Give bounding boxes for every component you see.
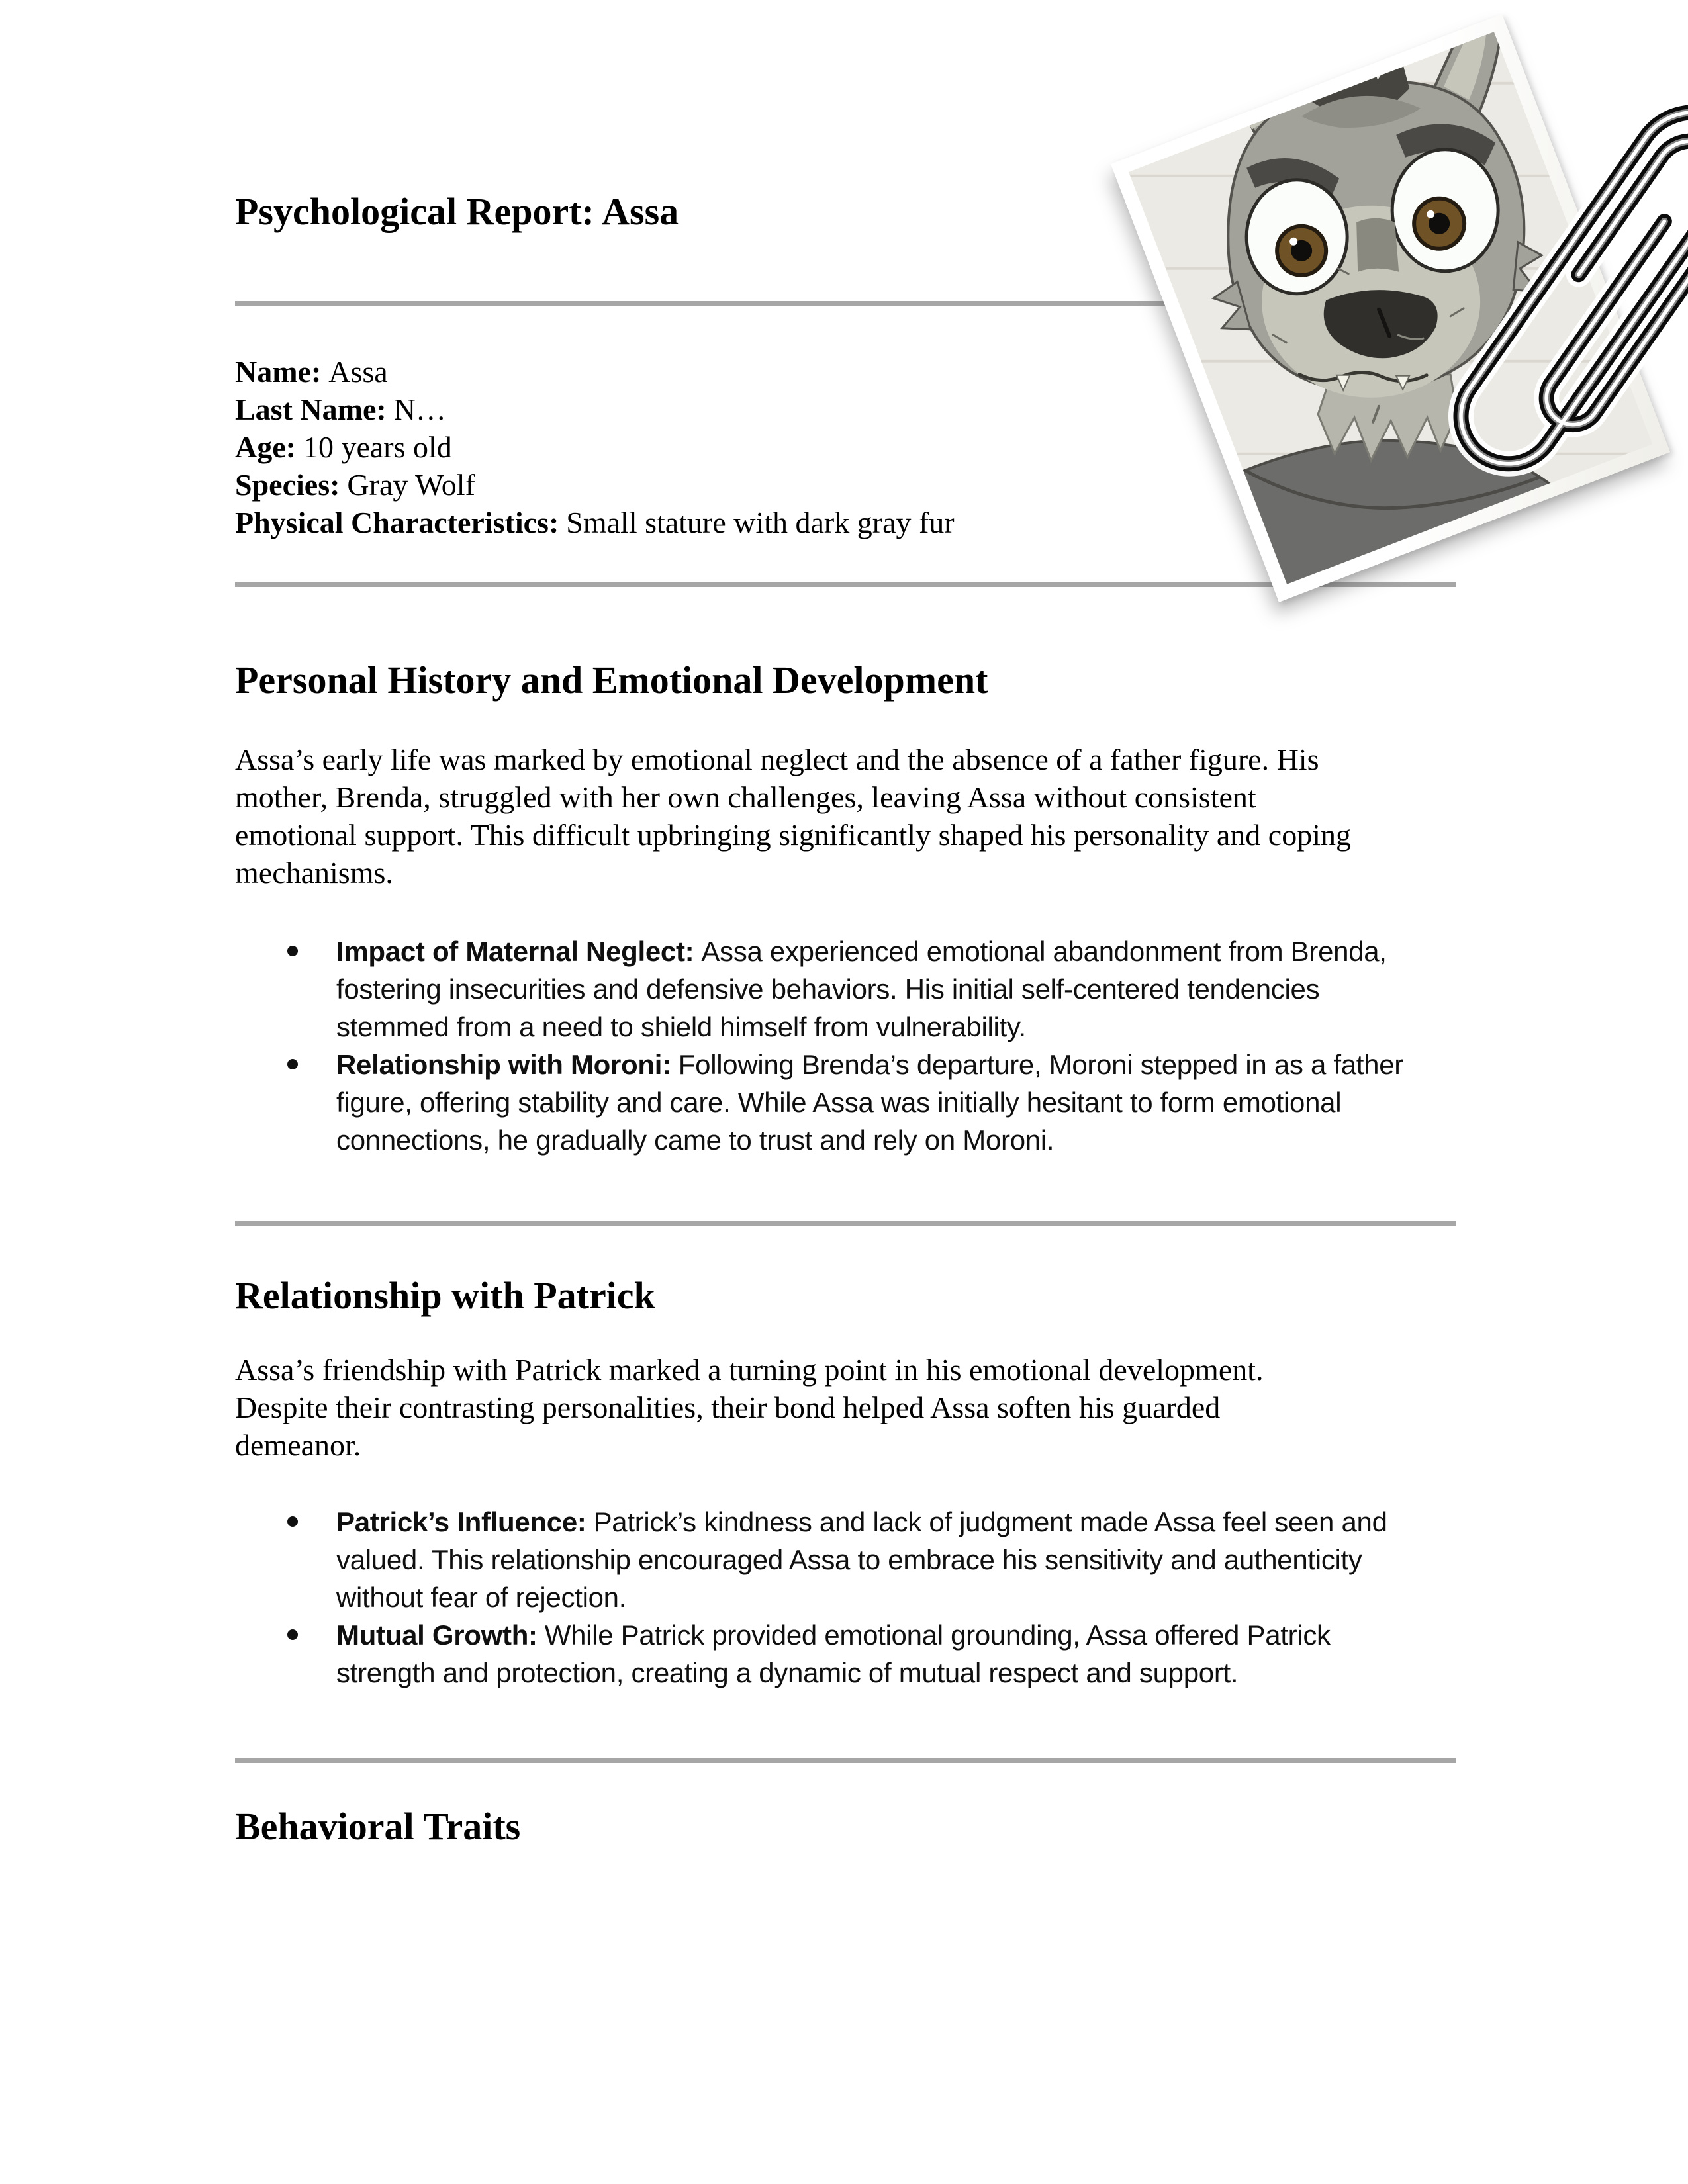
history-paragraph — [235, 741, 1351, 891]
field-value: Assa — [328, 355, 388, 388]
bullet-lead: Patrick’s Influence: — [336, 1506, 586, 1537]
list-item — [235, 1616, 1387, 1692]
bullet-lead: Impact of Maternal Neglect: — [336, 936, 694, 967]
text-line: strength and protection, creating a dynamic of mutual respect and support. — [336, 1657, 1239, 1688]
profile-field-name — [235, 353, 955, 390]
section-heading-behavioral: Behavioral Traits — [235, 1805, 521, 1848]
list-item — [235, 1503, 1387, 1616]
text-line: demeanor. — [235, 1428, 361, 1462]
field-label: Name: — [235, 355, 322, 388]
profile-field-list — [235, 353, 955, 541]
field-label: Age: — [235, 430, 296, 464]
section-heading-patrick: Relationship with Patrick — [235, 1274, 655, 1317]
field-value: 10 years old — [303, 430, 452, 464]
bullet-dot — [287, 1629, 298, 1640]
field-label: Last Name: — [235, 392, 387, 426]
text-line — [336, 1046, 1403, 1083]
field-value: Small stature with dark gray fur — [566, 506, 955, 539]
section-heading-history: Personal History and Emotional Development — [235, 659, 988, 702]
horizontal-rule — [235, 1221, 1456, 1226]
text-line: stemmed from a need to shield himself from vulnerability. — [336, 1011, 1026, 1042]
text-line: connections, he gradually came to trust and rely on Moroni. — [336, 1124, 1055, 1156]
profile-field-age — [235, 428, 955, 466]
text-line: mechanisms. — [235, 856, 393, 889]
text-line: Assa’s friendship with Patrick marked a turning point in his emotional development. — [235, 1353, 1264, 1387]
text-line: fostering insecurities and defensive behaviors. His initial self-centered tendencies — [336, 974, 1320, 1005]
bullet-dot — [287, 946, 298, 956]
field-value: Gray Wolf — [347, 468, 475, 502]
page-title: Psychological Report: Assa — [235, 190, 679, 233]
text-line: figure, offering stability and care. While Assa was initially hesitant to form emotional — [336, 1087, 1342, 1118]
text-line: mother, Brenda, struggled with her own challenges, leaving Assa without consistent — [235, 780, 1256, 814]
bullet-text: While Patrick provided emotional grounding, Assa offered Patrick — [544, 1619, 1331, 1651]
bullet-dot — [287, 1059, 298, 1069]
profile-field-species — [235, 466, 955, 504]
bullet-text: Assa experienced emotional abandonment from Brenda, — [701, 936, 1387, 967]
list-item — [235, 933, 1403, 1046]
profile-field-lastname — [235, 390, 955, 428]
text-line: without fear of rejection. — [336, 1582, 627, 1613]
bullet-dot — [287, 1516, 298, 1527]
text-line: valued. This relationship encouraged Assa to embrace his sensitivity and authenticity — [336, 1544, 1362, 1575]
text-line: Assa’s early life was marked by emotional neglect and the absence of a father figure. His — [235, 743, 1319, 776]
bullet-text: Following Brenda’s departure, Moroni stepped in as a father — [678, 1049, 1403, 1080]
patrick-paragraph — [235, 1351, 1264, 1464]
horizontal-rule — [235, 1758, 1456, 1763]
patrick-bullet-list — [235, 1503, 1387, 1692]
text-line — [336, 1503, 1387, 1541]
field-label: Physical Characteristics: — [235, 506, 559, 539]
field-value: N… — [393, 392, 446, 426]
text-line: Despite their contrasting personalities, their bond helped Assa soften his guarded — [235, 1390, 1221, 1424]
bullet-lead: Mutual Growth: — [336, 1619, 538, 1651]
bullet-lead: Relationship with Moroni: — [336, 1049, 671, 1080]
bullet-text: Patrick’s kindness and lack of judgment made Assa feel seen and — [593, 1506, 1387, 1537]
text-line: emotional support. This difficult upbringing significantly shaped his personality and coping — [235, 818, 1352, 852]
text-line — [336, 1616, 1387, 1654]
list-item — [235, 1046, 1403, 1159]
text-line — [336, 933, 1403, 970]
field-label: Species: — [235, 468, 340, 502]
history-bullet-list — [235, 933, 1403, 1159]
profile-field-physical — [235, 504, 955, 541]
